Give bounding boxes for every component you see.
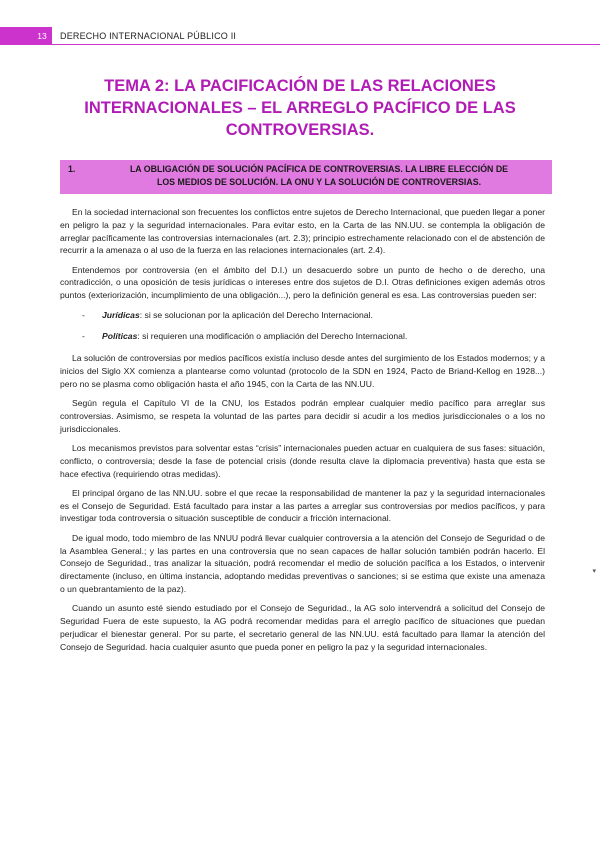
page-number: 13 (37, 31, 47, 41)
paragraph-8: Cuando un asunto esté siendo estudiado por el Consejo de Seguridad., la AG solo intervendrá a solicitud del Consejo de Seguridad Fuera de este supuesto, la AG podrá recomendar medidas para el arreglo pacífico de situaciones que puedan perjudicar el bienestar general. Por su parte, el secretario general de las NN.UU. está facultado para llamar la atención del Consejo de Seguridad. hacia cualquier asunto que pueda poner en peligro la paz y la seguridad internacionales. (60, 603, 545, 652)
list-item (82, 309, 545, 322)
list-item-term: Jurídicas (102, 309, 140, 320)
margin-mark: ▾ (592, 568, 596, 575)
list-item-text: : si se solucionan por la aplicación del Derecho Internacional. (139, 309, 373, 320)
section-number: 1. (68, 164, 76, 174)
controversy-types-list (60, 309, 545, 344)
paragraph-7: De igual modo, todo miembro de las NNUU podrá llevar cualquier controversia a la atención del Consejo de Seguridad o de la Asamblea General.; y las partes en una controversia que no sean capaces de hallar solución también podrán hacerlo. El Consejo de Seguridad., tras analizar la situación, podrá recomendar el medio de solución pacífica a los Estados, o intervenir directamente (incluso, en última instancia, adoptando medidas preventivas o sanciones; si se estima que existe una amenaza o un quebrantamiento de la paz). (60, 532, 545, 594)
chapter-title-line-3: CONTROVERSIAS. (225, 121, 375, 139)
paragraph-5: Los mecanismos previstos para solventar estas “crisis” internacionales pueden actuar en cualquiera de sus fases: situación, conflicto, o controversia; desde la fase de potencial crisis (donde resulta clave la diplomacia preventiva) hasta que esta se hace efectiva (requiriendo otras medidas). (60, 442, 545, 479)
paragraph-2: Entendemos por controversia (en el ámbito del D.I.) un desacuerdo sobre un punto de hecho o de derecho, una contradicción, o una oposición de tesis jurídicas o intereses entre dos sujetos de D.I. Otras definiciones exigen además otros puntos (exteriorización, incumplimiento de una obligación...), pero la definición general es esa. Las controversias pueden ser: (60, 264, 545, 301)
body-text (60, 206, 545, 660)
section-heading-line-2: LOS MEDIOS DE SOLUCIÓN. LA ONU Y LA SOLUCIÓN DE CONTROVERSIAS. (156, 177, 482, 187)
list-item-text: : si requieren una modificación o ampliación del Derecho Internacional. (137, 331, 408, 342)
section-heading-line-1: LA OBLIGACIÓN DE SOLUCIÓN PACÍFICA DE CONTROVERSIAS. LA LIBRE ELECCIÓN DE (129, 164, 509, 174)
page-number-badge (0, 27, 52, 45)
page-header (0, 27, 600, 45)
chapter-title-line-2: INTERNACIONALES – EL ARREGLO PACÍFICO DE LAS (84, 99, 516, 117)
paragraph-4: Según regula el Capítulo VI de la CNU, los Estados podrán emplear cualquier medio pacífico para arreglar sus controversias. Asimismo, se respeta la voluntad de las partes para decidir si acudir a los medios jurisdiccionales o a los no jurisdiccionales. (60, 398, 545, 434)
list-item (82, 330, 545, 343)
section-heading (60, 160, 552, 194)
header-rule (52, 44, 600, 45)
paragraph-6: El principal órgano de las NN.UU. sobre el que recae la responsabilidad de mantener la paz y la seguridad internacionales es el Consejo de Seguridad. Está facultado para instar a las partes a arreglar sus controversias por medios pacíficos, y para investigar toda controversia o situación susceptible de conducir a fricción internacional. (60, 487, 545, 524)
bullet-dash: - (82, 331, 85, 342)
paragraph-1: En la sociedad internacional son frecuentes los conflictos entre sujetos de Derecho Internacional, que pueden llegar a poner en peligro la paz y la seguridad internacionales. Para evitar esto, en la Carta de las NN.UU. se contempla la obligación de arreglar pacíficamente las controversias internacionales (art. 2.3); principio estrechamente relacionado con el de abstención de recurrir a la amenaza o al uso de la fuerza en las relaciones internacionales (art. 2.4). (60, 207, 545, 256)
bullet-dash: - (82, 309, 85, 320)
chapter-title (70, 75, 530, 141)
paragraph-3: La solución de controversias por medios pacíficos existía incluso desde antes del surgimiento de los Estados modernos; y a inicios del Siglo XX comienza a plantearse como voluntad (protocolo de la SDN en 1924, Pacto de Briand-Kellog en 1928...) pero no se plasma como obligación hasta el año 1945, con la Carta de las NN.UU. (60, 353, 545, 389)
list-item-term: Políticas (102, 331, 138, 342)
running-title: DERECHO INTERNACIONAL PÚBLICO II (60, 31, 237, 41)
chapter-title-line-1: TEMA 2: LA PACIFICACIÓN DE LAS RELACIONES (104, 77, 496, 95)
